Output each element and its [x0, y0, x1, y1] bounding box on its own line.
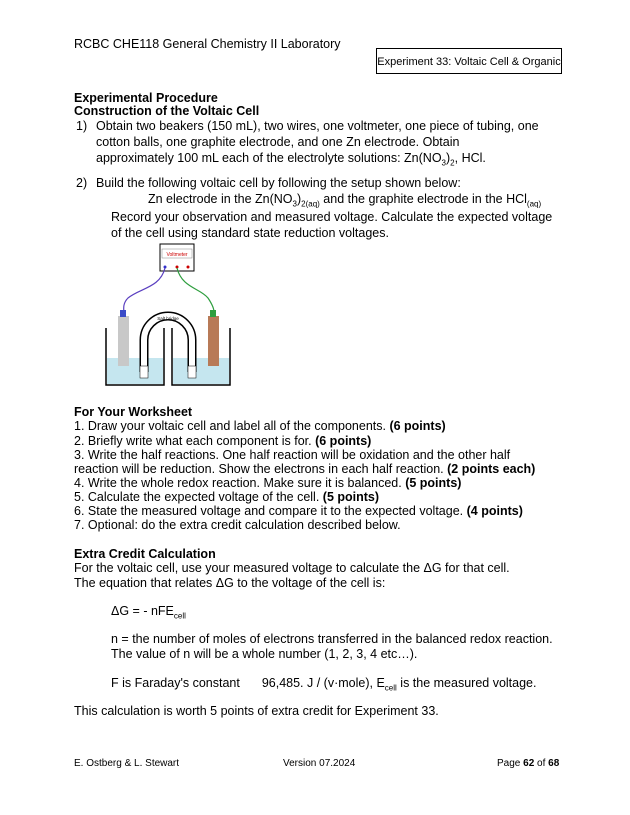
voltmeter-label: Voltmeter [166, 252, 188, 258]
zn-electrode [118, 316, 129, 366]
step-1-line-2: cotton balls, one graphite electrode, and one Zn electrode. Obtain [96, 135, 460, 149]
worksheet-item-1: 1. Draw your voltaic cell and label all of the components. (6 points) [74, 419, 446, 433]
extra-credit-line-2: The equation that relates ΔG to the voltage of the cell is: [74, 576, 386, 590]
step-2-line-2: Zn electrode in the $Zn(NO_3)_{2(aq)}$ and the graphite electrode in the HCl$_{(aq)}$ [148, 192, 542, 209]
worksheet-item-3: 3. Write the half reactions. One half reaction will be oxidation and the other half [74, 448, 511, 462]
extra-credit-worth: This calculation is worth 5 points of extra credit for Experiment 33. [74, 704, 439, 718]
worksheet-item-7: 7. Optional: do the extra credit calculation described below. [74, 518, 401, 532]
step-2-line-4: of the cell using standard state reduction voltages. [111, 226, 389, 240]
step-2 [76, 175, 566, 209]
worksheet-item-3b: reaction will be reduction. Show the electrons in each half reaction. (2 points each) [74, 462, 536, 476]
solution-left [107, 358, 163, 384]
solution-right [173, 358, 229, 384]
worksheet-item-4: 4. Write the whole redox reaction. Make sure it is balanced. (5 points) [74, 476, 462, 490]
course-title: RCBC CHE118 General Chemistry II Laboratory [74, 37, 341, 51]
step-2-line-3: Record your observation and measured voltage. Calculate the expected voltage [111, 210, 553, 224]
step-2-number: 2) [76, 176, 88, 190]
worksheet-item-2: 2. Briefly write what each component is for. (6 points) [74, 434, 372, 448]
wire-to-zn [124, 268, 165, 314]
wire-to-graphite [177, 268, 214, 312]
step-1-line-1: Obtain two beakers (150 mL), two wires, one voltmeter, one piece of tubing, one [96, 119, 539, 133]
voltmeter [160, 244, 194, 271]
footer-authors: E. Ostberg & L. Stewart [74, 758, 180, 769]
footer-page: Page 62 of 68 [497, 758, 560, 769]
step-2-line-1: Build the following voltaic cell by following the setup shown below: [96, 176, 461, 190]
n-definition-line-2: The value of n will be a whole number (1, 2, 3, 4 etc…). [111, 647, 418, 661]
step-1-line-3: approximately 100 mL each of the electrolyte solutions: $Zn(NO_3)_2$, HCl. [96, 151, 486, 168]
salt-bridge-label: Salt bridge [157, 316, 179, 321]
graphite-electrode [208, 316, 219, 366]
delta-g-equation: ΔG = - nFE$_{cell}$ [111, 604, 186, 621]
procedure-title: Experimental Procedure [74, 91, 218, 105]
worksheet-title: For Your Worksheet [74, 405, 193, 419]
extra-credit-title: Extra Credit Calculation [74, 547, 216, 561]
step-1 [76, 118, 566, 168]
worksheet-item-6: 6. State the measured voltage and compare it to the expected voltage. (4 points) [74, 504, 523, 518]
voltaic-cell-diagram [100, 240, 240, 390]
step-1-number: 1) [76, 119, 88, 133]
experiment-box: Experiment 33: Voltaic Cell & Organic [376, 48, 562, 74]
worksheet-item-5: 5. Calculate the expected voltage of the cell. (5 points) [74, 490, 380, 504]
extra-credit-line-1: For the voltaic cell, use your measured voltage to calculate the ΔG for that cell. [74, 561, 510, 575]
footer-version: Version 07.2024 [283, 758, 356, 769]
n-definition-line-1: n = the number of moles of electrons transferred in the balanced redox reaction. [111, 632, 553, 646]
procedure-subtitle: Construction of the Voltaic Cell [74, 104, 260, 118]
faraday-line: F is Faraday's constant 96,485. J / (v·mole), $E_{cell}$ is the measured voltage. [111, 676, 537, 693]
